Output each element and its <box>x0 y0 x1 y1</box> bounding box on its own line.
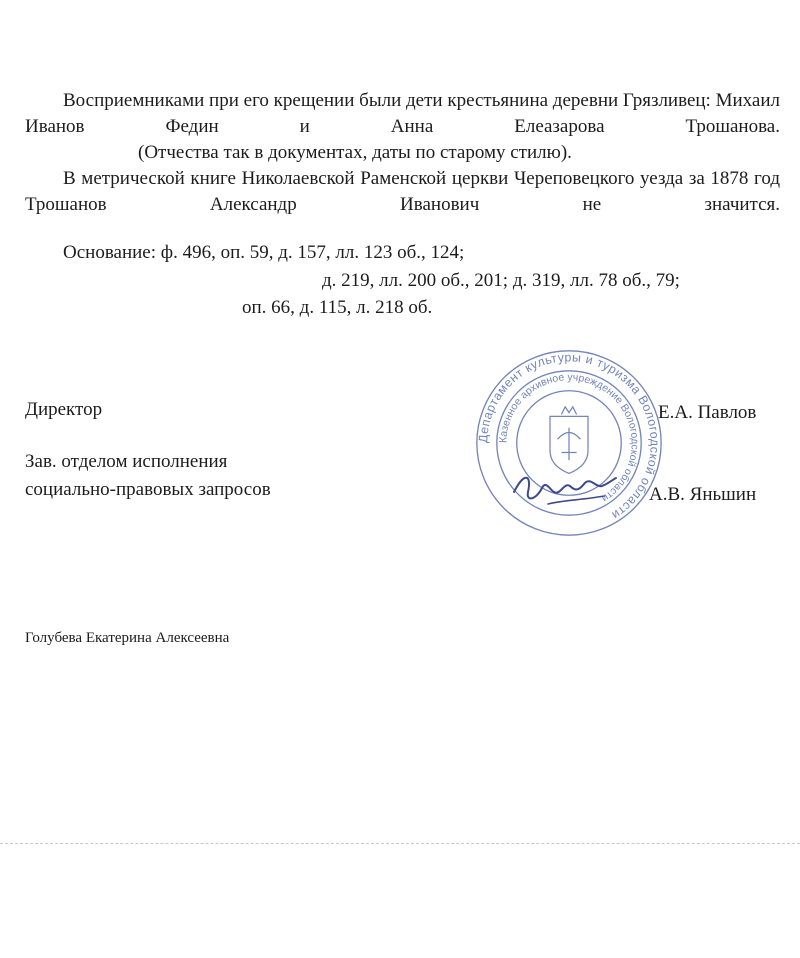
basis-line-1: Основание: ф. 496, оп. 59, д. 157, лл. 123 об., 124; <box>63 242 465 263</box>
head-title-line-2: социально-правовых запросов <box>25 479 271 500</box>
stamp-inner-text: Казенное архивное учреждение Вологодской области <box>498 372 640 504</box>
handwritten-signature <box>508 462 618 512</box>
basis-line-3: оп. 66, д. 115, л. 218 об. <box>242 297 433 318</box>
director-name: Е.А. Павлов <box>658 402 757 423</box>
paragraph-godparents: Восприемниками при его крещении были дети крестьянина деревни Грязливец: Михаил Иванов Федин и Анна Елеазарова Трошанова. <box>25 90 780 137</box>
executor-name: Голубева Екатерина Алексеевна <box>25 630 230 646</box>
head-name: А.В. Яньшин <box>649 484 757 505</box>
basis-line-2: д. 219, лл. 200 об., 201; д. 319, лл. 78 об., 79; <box>322 270 680 291</box>
stamp-outer-text: Департамент культуры и туризма Вологодской области <box>476 350 662 523</box>
scan-edge-line <box>0 843 800 844</box>
paragraph-metric-book: В метрической книге Николаевской Раменской церкви Череповецкого уезда за 1878 год Трошанов Александр Иванович не значится. <box>25 168 780 215</box>
head-title-line-1: Зав. отделом исполнения <box>25 451 228 472</box>
note-patronymics: (Отчества так в документах, даты по старому стилю). <box>138 142 572 163</box>
director-title: Директор <box>25 399 103 420</box>
